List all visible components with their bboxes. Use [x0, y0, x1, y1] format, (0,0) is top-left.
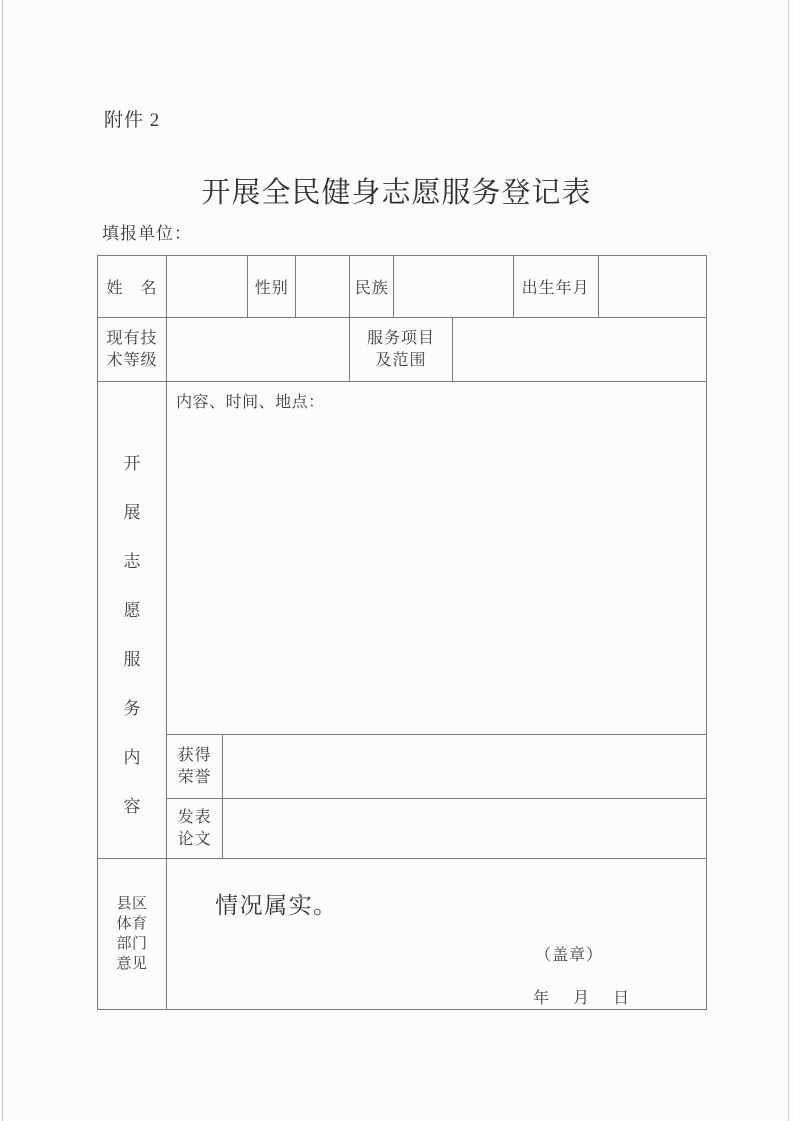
gender-label-cell: 性别	[248, 256, 296, 318]
statement-text: 情况属实。	[215, 893, 338, 918]
service-scope-label-cell	[350, 318, 452, 382]
skill-level-label-line2: 术等级	[106, 351, 158, 369]
skill-level-label-line1: 现有技	[106, 329, 158, 347]
volunteer-content-cell	[167, 382, 707, 735]
content-header-label: 内容、时间、地点：	[176, 394, 325, 411]
skill-level-label-cell	[98, 318, 167, 382]
date-line: 年 月 日	[533, 990, 634, 1007]
opinion-content-cell	[167, 859, 707, 1010]
birthdate-value-cell	[598, 256, 706, 318]
volunteer-section-label-cell	[98, 382, 167, 859]
birthdate-label-cell: 出生年月	[513, 256, 598, 318]
papers-label-line2: 论文	[177, 830, 212, 848]
gender-value-cell	[296, 256, 350, 318]
honors-label-line2: 荣誉	[177, 768, 212, 786]
ethnicity-label-cell: 民族	[350, 256, 394, 318]
reporting-unit-label: 填报单位：	[102, 224, 192, 243]
registration-table	[97, 255, 707, 1010]
vertical-label: 开 展 志 愿 服 务 内 容	[123, 454, 141, 816]
service-scope-label-line2: 及范围	[375, 351, 427, 369]
service-scope-label-line1: 服务项目	[366, 329, 435, 347]
opinion-label-cell	[98, 859, 167, 1010]
form-title: 开展全民健身志愿服务登记表	[201, 177, 592, 209]
attachment-label: 附件 2	[104, 110, 161, 131]
name-value-cell	[167, 256, 248, 318]
name-label-cell: 姓 名	[98, 256, 167, 318]
opinion-label-line1: 县区	[116, 896, 148, 912]
opinion-label-line3: 部门	[116, 936, 148, 952]
papers-value-cell	[223, 799, 707, 859]
skill-level-value-cell	[167, 318, 350, 382]
opinion-label-line2: 体育	[116, 916, 148, 932]
opinion-label-line4: 意见	[116, 956, 148, 972]
seal-note: （盖章）	[535, 947, 604, 964]
scan-edge-right	[788, 0, 789, 1121]
honors-label-cell	[167, 735, 223, 799]
scan-edge-left	[2, 0, 3, 1121]
papers-label-cell	[167, 799, 223, 859]
honors-label-line1: 获得	[177, 746, 212, 764]
honors-value-cell	[223, 735, 707, 799]
ethnicity-value-cell	[394, 256, 513, 318]
service-scope-value-cell	[452, 318, 706, 382]
papers-label-line1: 发表	[177, 808, 212, 826]
